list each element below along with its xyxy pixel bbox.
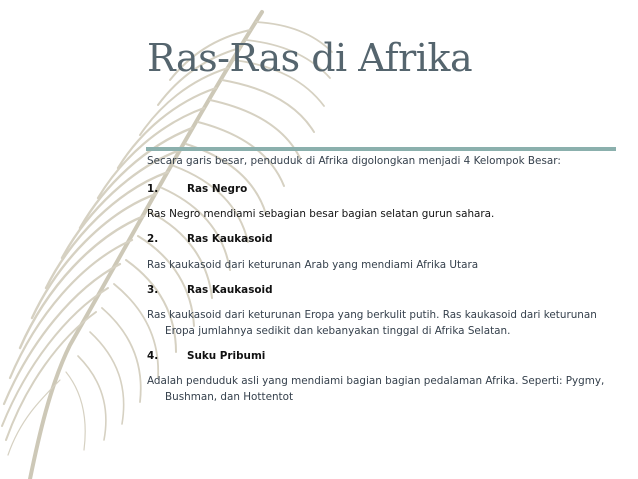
item-number: 1. [147, 183, 159, 195]
item-description: Ras kaukasoid dari keturunan Arab yang mendiami Afrika Utara [147, 259, 479, 271]
item-number: 2. [147, 233, 159, 245]
item-name: Ras Negro [187, 183, 248, 195]
item-description: Ras kaukasoid dari keturunan Eropa yang berkulit putih. Ras kaukasoid dari keturunan Eropa jumlahnya sedikit dan kebanyakan tinggal di Afrika Selatan. [147, 309, 597, 337]
item-name: Ras Kaukasoid [187, 284, 273, 296]
item-name: Ras Kaukasoid [187, 233, 273, 245]
list-item-heading [147, 282, 607, 298]
item-description: Ras Negro mendiami sebagian besar bagian selatan gurun sahara. [147, 208, 495, 220]
slide-title: Ras-Ras di Afrika [147, 36, 473, 80]
item-number: 4. [147, 350, 159, 362]
item-description: Adalah penduduk asli yang mendiami bagian bagian pedalaman Afrika. Seperti: Pygmy, Bushman, dan Hottentot [147, 375, 605, 403]
list-item-heading [147, 181, 607, 197]
item-name: Suku Pribumi [187, 350, 266, 362]
intro-text: Secara garis besar, penduduk di Afrika digolongkan menjadi 4 Kelompok Besar: [147, 155, 561, 167]
list-item-heading [147, 231, 607, 247]
title-divider [146, 147, 616, 151]
item-number: 3. [147, 284, 159, 296]
list-item-heading [147, 348, 607, 364]
